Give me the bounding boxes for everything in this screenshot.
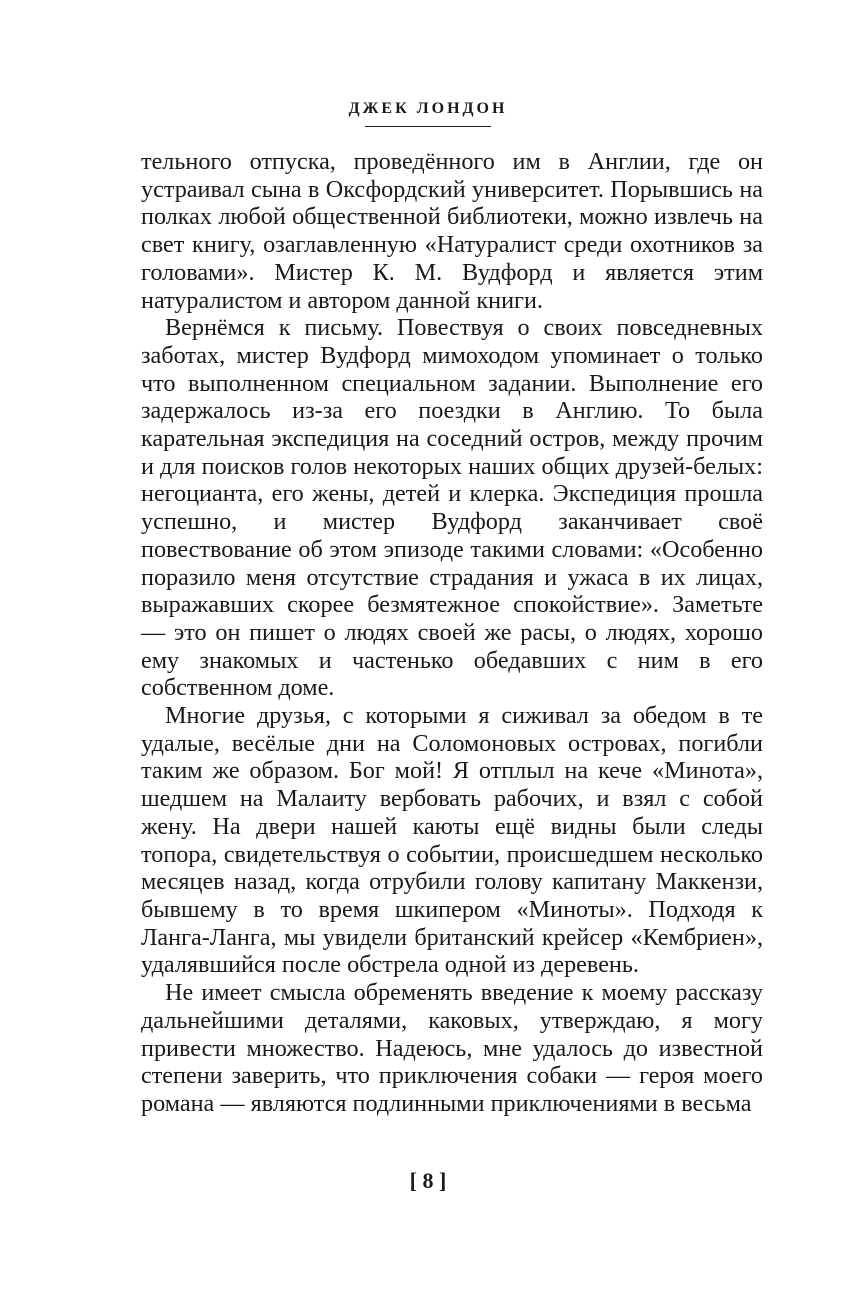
paragraph-letter: Вернёмся к письму. Повествуя о своих повседневных заботах, мистер Вудфорд мимоходом упоминает о только что выполненном специальном задании. Выполнение его задержалось из-за его поездки в Англию. То была карательная экспедиция на соседний остров, между прочим и для поисков голов некоторых наших общих друзей-белых: негоцианта, его жены, детей и клерка. Экспедиция прошла успешно, и мистер Вудфорд заканчивает своё повествование об этом эпизоде такими словами: «Особенно поразило меня отсутствие страдания и ужаса в их лицах, выражавших скорее безмятежное спокойствие». Заметьте — это он пишет о людях своей же расы, о людях, хорошо ему знакомых и частенько обедавших с ним в его собственном доме.: [141, 314, 763, 702]
body-text: [141, 148, 763, 1118]
running-head-rule: [365, 126, 491, 127]
paragraph-friends: Многие друзья, с которыми я сиживал за обедом в те удалые, весёлые дни на Соломоновых островах, погибли таким же образом. Бог мой! Я отплыл на кече «Минота», шедшем на Малаиту вербовать рабочих, и взял с собой жену. На двери нашей каюты ещё видны были следы топора, свидетельствуя о событии, происшедшем несколько месяцев назад, когда отрубили голову капитану Маккензи, бывшему в то время шкипером «Миноты». Подходя к Ланга-Ланга, мы увидели британский крейсер «Кембриен», удалявшийся после обстрела одной из деревень.: [141, 702, 763, 979]
paragraph-conclusion: Не имеет смысла обременять введение к моему рассказу дальнейшими деталями, каковых, утверждаю, я могу привести множество. Надеюсь, мне удалось до известной степени заверить, что приключения собаки — героя моего романа — являются подлинными приключениями в весьма: [141, 979, 763, 1117]
paragraph-continued: тельного отпуска, проведённого им в Англии, где он устраивал сына в Оксфордский университет. Порывшись на полках любой общественной библиотеки, можно извлечь на свет книгу, озаглавленную «Натуралист среди охотников за головами». Мистер К. М. Вудфорд и является этим натуралистом и автором данной книги.: [141, 148, 763, 314]
running-head-author: ДЖЕК ЛОНДОН: [348, 100, 508, 117]
page-number: [ 8 ]: [409, 1168, 447, 1193]
